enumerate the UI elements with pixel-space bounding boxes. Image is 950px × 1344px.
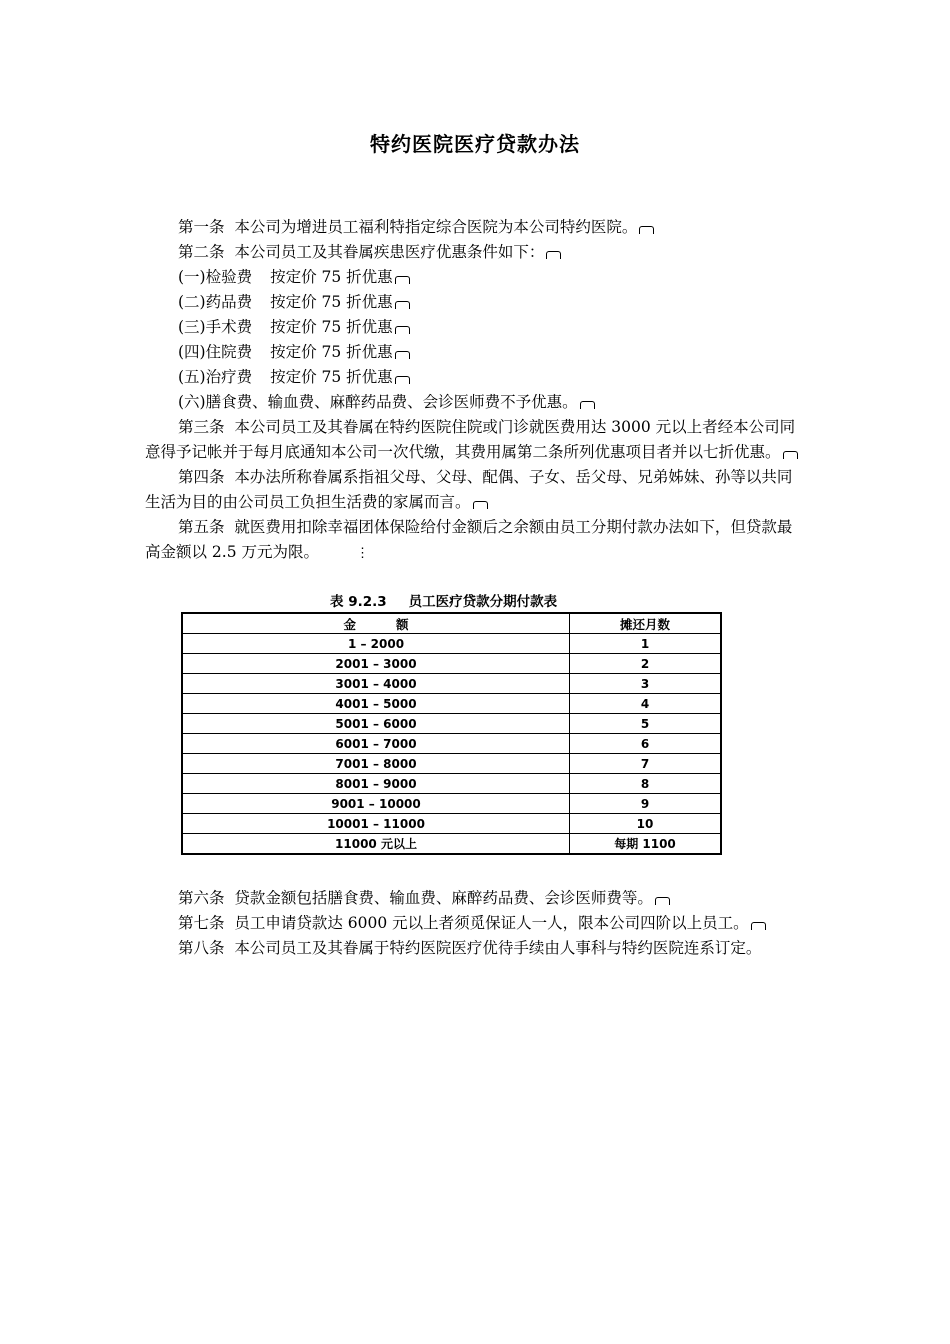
item-desc: 按定价 75 折优惠 bbox=[270, 343, 393, 361]
list-item bbox=[145, 340, 807, 365]
months-cell: 8 bbox=[570, 774, 722, 794]
document-title: 特约医院医疗贷款办法 bbox=[370, 132, 580, 156]
table-number: 表 9.2.3 bbox=[330, 594, 387, 610]
paragraph-mark-icon bbox=[395, 276, 410, 284]
article-text: 本公司员工及其眷属于特约医院医疗优待手续由人事科与特约医院连系订定。 bbox=[234, 939, 762, 957]
table-caption bbox=[330, 590, 557, 610]
paragraph-mark-icon bbox=[546, 251, 561, 259]
paragraph-mark-icon bbox=[395, 351, 410, 359]
amount-cell: 1 – 2000 bbox=[182, 634, 570, 654]
paragraph-mark-icon bbox=[655, 897, 670, 905]
paragraph-mark-icon bbox=[580, 401, 595, 409]
amount-cell: 11000 元以上 bbox=[182, 834, 570, 855]
item-name: (三)手术费 bbox=[178, 318, 253, 336]
table-row bbox=[182, 714, 721, 734]
item-name: (二)药品费 bbox=[178, 293, 253, 311]
paragraph-mark-icon bbox=[395, 301, 410, 309]
amount-cell: 2001 – 3000 bbox=[182, 654, 570, 674]
header-amount: 金 额 bbox=[182, 613, 570, 634]
loan-installment-table bbox=[181, 612, 722, 855]
article-8 bbox=[145, 936, 807, 961]
amount-cell: 8001 – 9000 bbox=[182, 774, 570, 794]
paragraph-mark-icon bbox=[473, 501, 488, 509]
item-desc: 按定价 75 折优惠 bbox=[270, 368, 393, 386]
article-label: 第三条 bbox=[178, 418, 225, 436]
amount-cell: 10001 – 11000 bbox=[182, 814, 570, 834]
article-label: 第六条 bbox=[178, 889, 225, 907]
article-text: 本公司员工及其眷属在特约医院住院或门诊就医费用达 3000 元以上者经本公司同意得予记帐并于每月底通知本公司一次代缴，其费用属第二条所列优惠项目者并以七折优惠。 bbox=[145, 418, 796, 461]
article-6 bbox=[145, 886, 807, 911]
article-label: 第四条 bbox=[178, 468, 225, 486]
document-body bbox=[145, 215, 807, 566]
months-cell: 6 bbox=[570, 734, 722, 754]
amount-cell: 4001 – 5000 bbox=[182, 694, 570, 714]
amount-cell: 9001 – 10000 bbox=[182, 794, 570, 814]
paragraph-mark-icon bbox=[395, 326, 410, 334]
table-row bbox=[182, 814, 721, 834]
article-5 bbox=[145, 515, 807, 566]
amount-cell: 3001 – 4000 bbox=[182, 674, 570, 694]
table-row bbox=[182, 834, 721, 855]
article-7 bbox=[145, 911, 807, 936]
paragraph-mark-icon bbox=[395, 376, 410, 384]
article-label: 第一条 bbox=[178, 218, 225, 236]
article-text: 就医费用扣除幸福团体保险给付金额后之余额由员工分期付款办法如下，但贷款最高金额以 2.5 万元为限。 bbox=[145, 518, 793, 561]
table-header-row bbox=[182, 613, 721, 634]
item-name: (一)检验费 bbox=[178, 268, 253, 286]
item-name: (五)治疗费 bbox=[178, 368, 253, 386]
article-label: 第五条 bbox=[178, 518, 225, 536]
item-desc: 按定价 75 折优惠 bbox=[270, 293, 393, 311]
amount-cell: 5001 – 6000 bbox=[182, 714, 570, 734]
list-item-6 bbox=[145, 390, 807, 415]
item-name: (四)住院费 bbox=[178, 343, 253, 361]
months-cell: 10 bbox=[570, 814, 722, 834]
article-1 bbox=[145, 215, 807, 240]
paragraph-mark-icon bbox=[783, 451, 798, 459]
months-cell: 9 bbox=[570, 794, 722, 814]
article-text: 贷款金额包括膳食费、输血费、麻醉药品费、会诊医师费等。 bbox=[234, 889, 653, 907]
months-cell: 1 bbox=[570, 634, 722, 654]
item-text: (六)膳食费、输血费、麻醉药品费、会诊医师费不予优惠。 bbox=[178, 393, 578, 411]
list-item bbox=[145, 315, 807, 340]
months-cell: 7 bbox=[570, 754, 722, 774]
table-title: 员工医疗贷款分期付款表 bbox=[408, 594, 558, 610]
paragraph-mark-icon bbox=[751, 922, 766, 930]
list-item bbox=[145, 290, 807, 315]
item-desc: 按定价 75 折优惠 bbox=[270, 318, 393, 336]
article-label: 第七条 bbox=[178, 914, 225, 932]
article-text: 本公司员工及其眷属疾患医疗优惠条件如下： bbox=[234, 243, 545, 261]
table-row bbox=[182, 694, 721, 714]
article-4 bbox=[145, 465, 807, 515]
article-text: 本办法所称眷属系指祖父母、父母、配偶、子女、岳父母、兄弟姊妹、孙等以共同生活为目的由公司员工负担生活费的家属而言。 bbox=[145, 468, 793, 511]
article-label: 第二条 bbox=[178, 243, 225, 261]
article-3 bbox=[145, 415, 807, 465]
document-body-continued bbox=[145, 886, 807, 961]
months-cell: 每期 1100 bbox=[570, 834, 722, 855]
table-row bbox=[182, 654, 721, 674]
months-cell: 3 bbox=[570, 674, 722, 694]
paragraph-mark-icon bbox=[639, 226, 654, 234]
amount-cell: 6001 – 7000 bbox=[182, 734, 570, 754]
article-text: 本公司为增进员工福利特指定综合医院为本公司特约医院。 bbox=[234, 218, 638, 236]
table-row bbox=[182, 674, 721, 694]
header-months: 摊还月数 bbox=[570, 613, 722, 634]
vertical-dots-icon: ⋮ bbox=[356, 546, 370, 561]
table-row bbox=[182, 634, 721, 654]
months-cell: 4 bbox=[570, 694, 722, 714]
table-row bbox=[182, 754, 721, 774]
table-row bbox=[182, 794, 721, 814]
table-row bbox=[182, 734, 721, 754]
article-label: 第八条 bbox=[178, 939, 225, 957]
months-cell: 2 bbox=[570, 654, 722, 674]
article-2 bbox=[145, 240, 807, 265]
item-desc: 按定价 75 折优惠 bbox=[270, 268, 393, 286]
list-item bbox=[145, 265, 807, 290]
article-text: 员工申请贷款达 6000 元以上者须觅保证人一人，限本公司四阶以上员工。 bbox=[234, 914, 749, 932]
table-row bbox=[182, 774, 721, 794]
amount-cell: 7001 – 8000 bbox=[182, 754, 570, 774]
list-item bbox=[145, 365, 807, 390]
months-cell: 5 bbox=[570, 714, 722, 734]
